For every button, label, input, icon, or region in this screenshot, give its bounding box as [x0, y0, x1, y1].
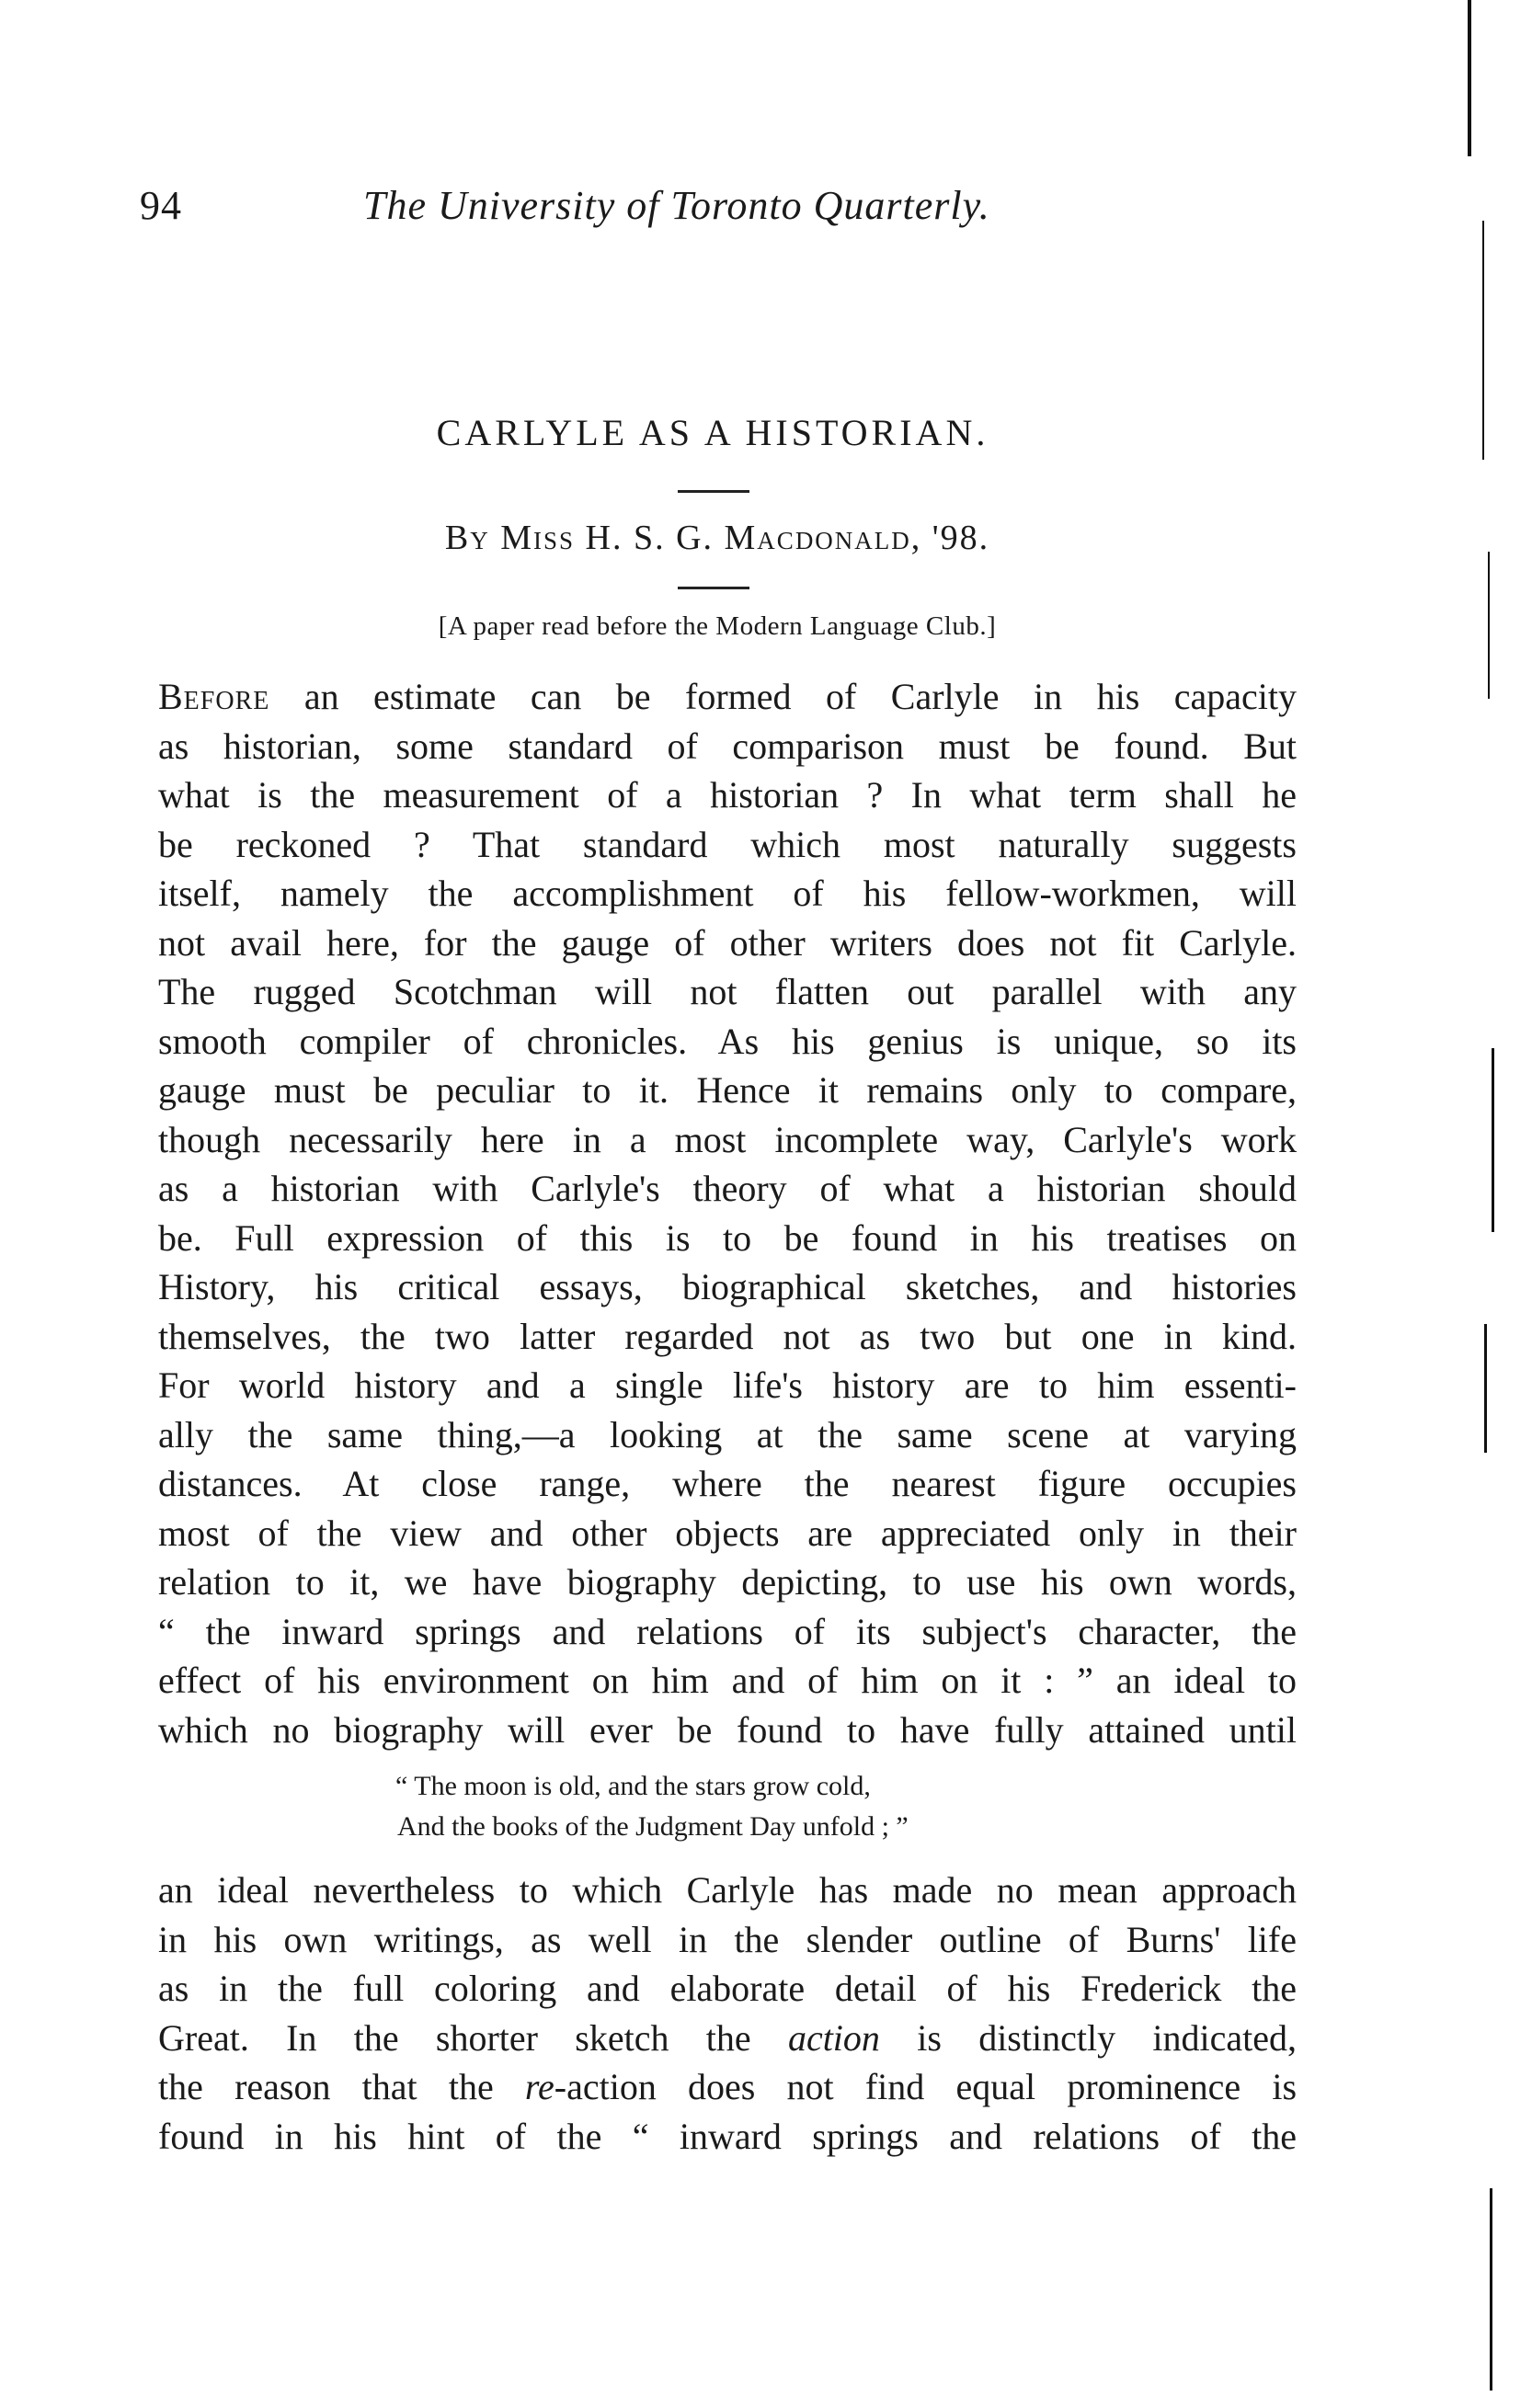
- article-title: CARLYLE AS A HISTORIAN.: [436, 412, 989, 453]
- paragraph-line: as historian, some standard of comparison must be found. But: [158, 725, 1297, 767]
- verse-quotation: [395, 1766, 1131, 1847]
- scan-edge-mark: [1490, 2188, 1492, 2391]
- paragraph-line: as in the full coloring and elaborate detail of his Frederick the: [158, 1968, 1297, 2009]
- scan-edge-mark: [1492, 1048, 1494, 1232]
- paragraph-line: distances. At close range, where the nearest figure occupies: [158, 1463, 1297, 1504]
- paragraph-line: Great. In the shorter sketch the action is distinctly indicated,: [158, 2016, 1297, 2059]
- paragraph-1: [158, 672, 1297, 1754]
- paragraph-line: themselves, the two latter regarded not as two but one in kind.: [158, 1315, 1297, 1357]
- paragraph-line: be. Full expression of this is to be found in his treatises on: [158, 1216, 1297, 1259]
- paragraph-line: Before an estimate can be formed of Carlyle in his capacity: [158, 676, 1297, 717]
- paragraph-line: the reason that the re-action does not find equal prominence is: [158, 2066, 1297, 2107]
- paragraph-line: which no biography will ever be found to have fully attained until: [158, 1708, 1297, 1751]
- paragraph-line: effect of his environment on him and of him on it : ” an ideal to: [158, 1660, 1297, 1701]
- paragraph-line: History, his critical essays, biographical sketches, and histories: [158, 1266, 1297, 1307]
- scan-edge-mark: [1468, 0, 1471, 156]
- paragraph-line: most of the view and other objects are appreciated only in their: [158, 1512, 1297, 1554]
- scan-edge-mark: [1488, 552, 1490, 699]
- title-rule: [678, 490, 749, 493]
- paragraph-line: an ideal nevertheless to which Carlyle has made no mean approach: [158, 1869, 1297, 1911]
- paragraph-line: itself, namely the accomplishment of his fellow-workmen, will: [158, 873, 1297, 914]
- paragraph-line: in his own writings, as well in the slender outline of Burns' life: [158, 1918, 1297, 1960]
- scan-edge-mark: [1482, 221, 1484, 460]
- verse-line: “ The moon is old, and the stars grow cold,: [395, 1771, 871, 1801]
- paragraph-line: The rugged Scotchman will not flatten out parallel with any: [158, 971, 1297, 1012]
- lead-word: Before: [158, 676, 270, 717]
- page-number: 94: [140, 183, 182, 228]
- paragraph-line: as a historian with Carlyle's theory of what a historian should: [158, 1168, 1297, 1209]
- paragraph-line: not avail here, for the gauge of other writers does not fit Carlyle.: [158, 921, 1297, 964]
- paragraph-line: gauge must be peculiar to it. Hence it remains only to compare,: [158, 1069, 1297, 1111]
- paragraph-line: though necessarily here in a most incomplete way, Carlyle's work: [158, 1118, 1297, 1160]
- scan-edge-mark: [1484, 1324, 1487, 1453]
- verse-line: And the books of the Judgment Day unfold ; ”: [397, 1811, 909, 1842]
- paragraph-line: “ the inward springs and relations of its subject's character, the: [158, 1610, 1297, 1652]
- paragraph-line: what is the measurement of a historian ? In what term shall he: [158, 774, 1297, 816]
- byline-rule: [678, 587, 749, 589]
- paragraph-line: relation to it, we have biography depicting, to use his own words,: [158, 1561, 1297, 1603]
- paragraph-2: [158, 1866, 1297, 2161]
- paragraph-line: For world history and a single life's history are to him essenti-: [158, 1364, 1297, 1406]
- emphasis: re: [524, 2066, 554, 2107]
- paragraph-line: ally the same thing,—a looking at the same scene at varying: [158, 1413, 1297, 1455]
- paragraph-line: be reckoned ? That standard which most naturally suggests: [158, 823, 1297, 865]
- running-head: [138, 182, 1058, 237]
- byline-text: By Miss H. S. G. Macdonald, '98.: [444, 519, 990, 557]
- editorial-note: [A paper read before the Modern Language Club.]: [438, 611, 997, 641]
- emphasis: action: [787, 2016, 880, 2059]
- byline: [0, 518, 1435, 558]
- journal-title: The University of Toronto Quarterly.: [363, 183, 990, 228]
- paragraph-line: found in his hint of the “ inward springs and relations of the: [158, 2115, 1297, 2157]
- paragraph-line: smooth compiler of chronicles. As his genius is unique, so its: [158, 1020, 1297, 1062]
